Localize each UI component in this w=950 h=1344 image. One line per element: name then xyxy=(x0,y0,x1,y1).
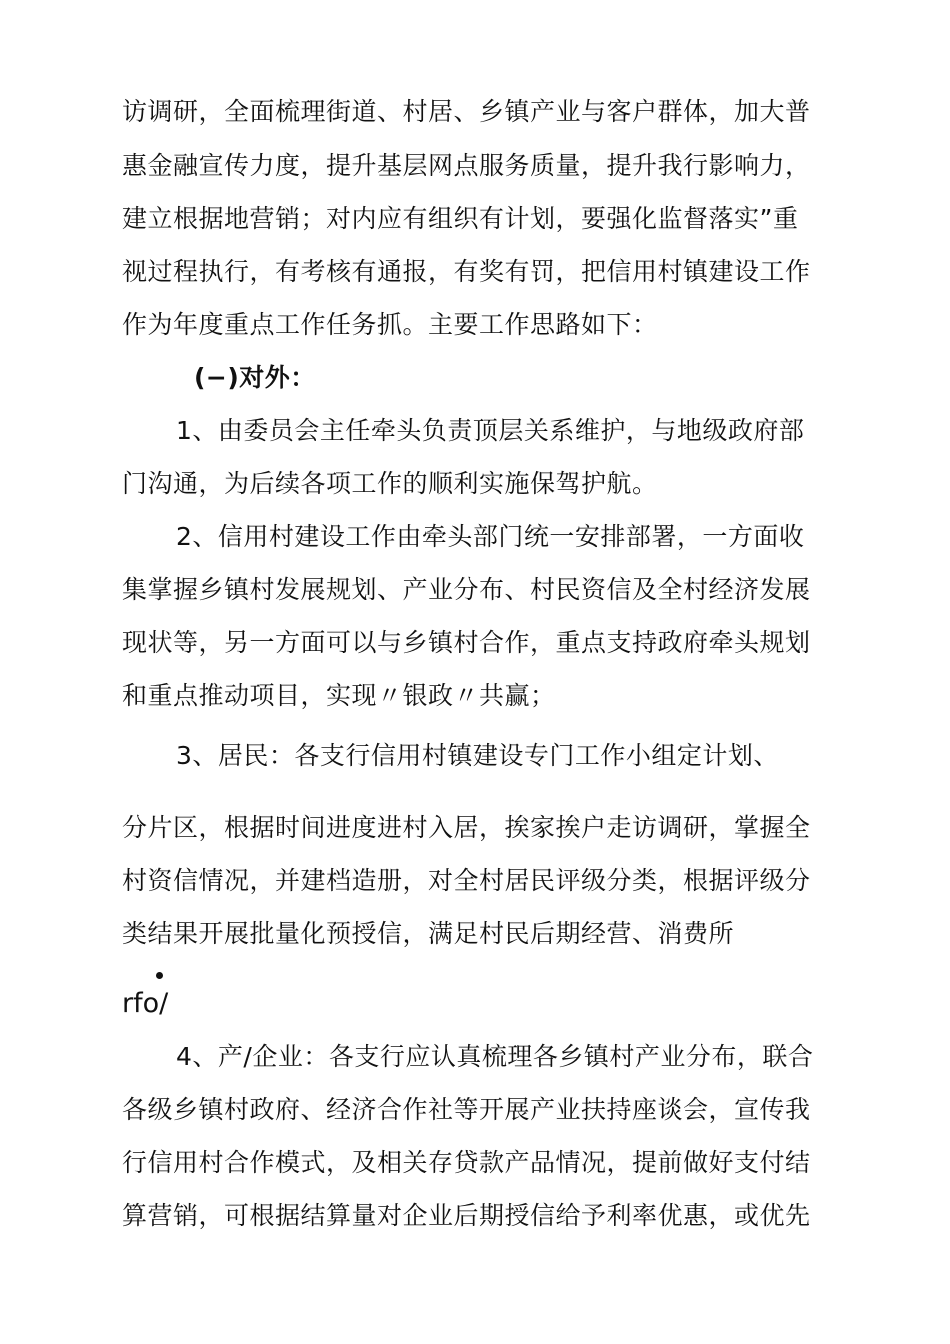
body-text-line: 分片区，根据时间进度进村入居，挨家挨户走访调研，掌握全 xyxy=(122,813,811,842)
body-text-line: 各级乡镇村政府、经济合作社等开展产业扶持座谈会，宣传我 xyxy=(122,1095,811,1124)
list-item-2-text: 2、信用村建设工作由牵头部门统一安排部署，一方面收 xyxy=(176,522,805,551)
body-text-line: 行信用村合作模式，及相关存贷款产品情况，提前做好支付结 xyxy=(122,1148,811,1177)
section-heading: (−)对外： xyxy=(194,363,316,392)
body-text-line: 门沟通，为后续各项工作的顺利实施保驾护航。 xyxy=(122,469,658,498)
body-text-line: 算营销，可根据结算量对企业后期授信给予利率优惠，或优先 xyxy=(122,1201,811,1230)
body-text-line: 和重点推动项目，实现〃银政〃共赢； xyxy=(122,681,556,710)
body-text-line: 现状等，另一方面可以与乡镇村合作，重点支持政府牵头规划 xyxy=(122,628,811,657)
body-text-line: 视过程执行，有考核有通报，有奖有罚，把信用村镇建设工作 xyxy=(122,257,811,286)
body-text-line: 建立根据地营销；对内应有组织有计划，要强化监督落实”重 xyxy=(122,204,799,233)
body-text-line: 村资信情况，并建档造册，对全村居民评级分类，根据评级分 xyxy=(122,866,811,895)
body-text-line: 类结果开展批量化预授信，满足村民后期经营、消费所 xyxy=(122,919,735,948)
body-text-line: 作为年度重点工作任务抓。主要工作思路如下： xyxy=(122,310,658,339)
bullet-dot-icon xyxy=(156,972,163,979)
list-item-3-text: 3、居民：各支行信用村镇建设专门工作小组定计划、 xyxy=(176,741,779,770)
body-text-line: 惠金融宣传力度，提升基层网点服务质量，提升我行影响力， xyxy=(122,151,811,180)
body-text-line: 访调研，全面梳理街道、村居、乡镇产业与客户群体，加大普 xyxy=(122,97,811,126)
garbled-text: rfo/ xyxy=(122,988,169,1019)
list-item-4-text: 4、产/企业：各支行应认真梳理各乡镇村产业分布，联合 xyxy=(176,1042,814,1071)
list-item-1-text: 1、由委员会主任牵头负责顶层关系维护，与地级政府部 xyxy=(176,416,805,445)
body-text-line: 集掌握乡镇村发展规划、产业分布、村民资信及全村经济发展 xyxy=(122,575,811,604)
